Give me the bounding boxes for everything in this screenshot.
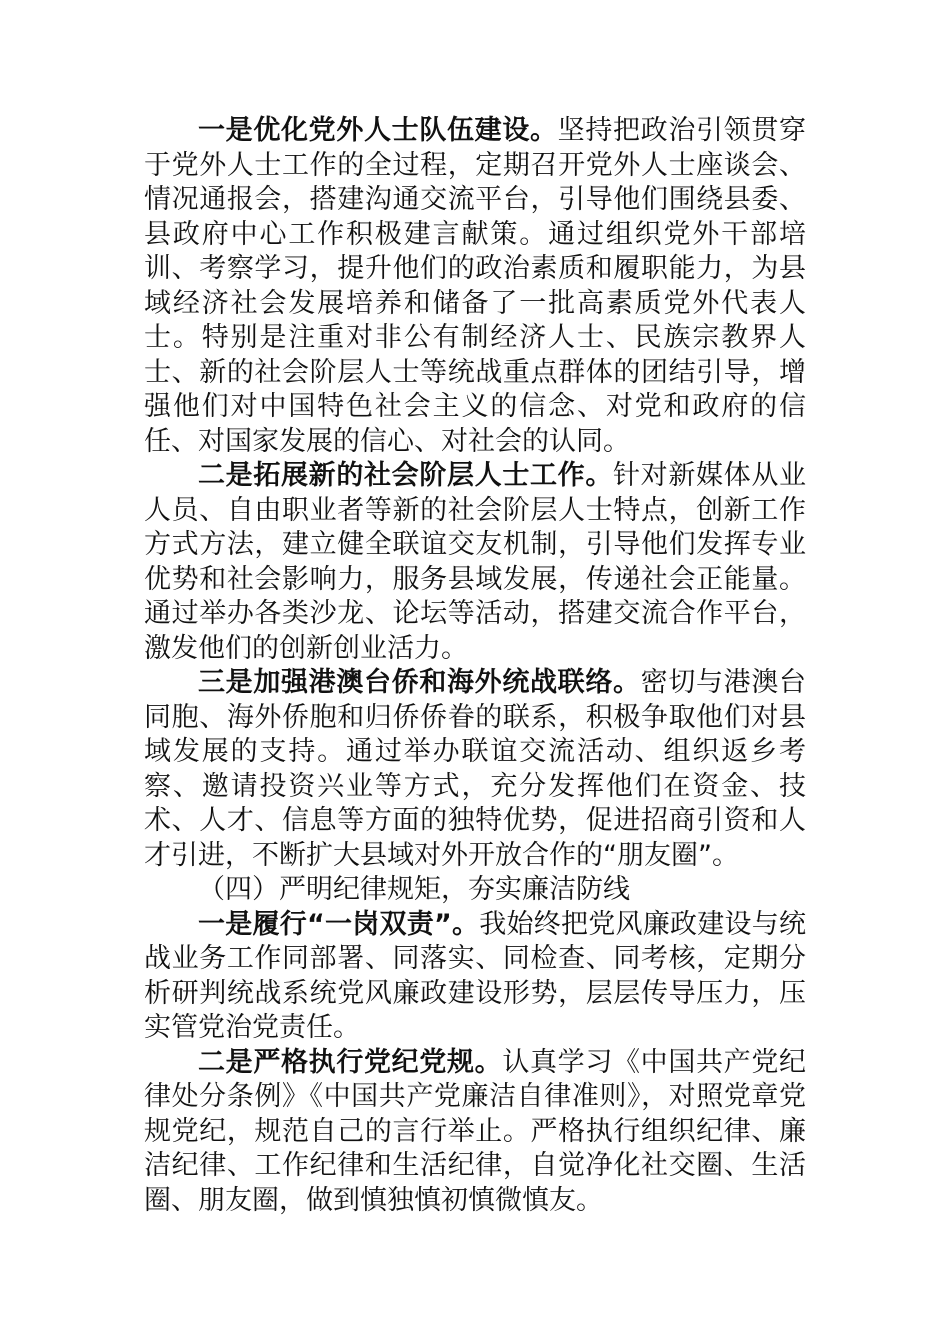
section-heading: （四）严明纪律规矩，夯实廉洁防线 xyxy=(198,874,630,905)
paragraph-team-building xyxy=(144,114,806,459)
paragraph-dual-responsibility xyxy=(144,908,806,1046)
paragraph-lead: 二是拓展新的社会阶层人士工作。 xyxy=(198,460,613,491)
paragraph-overseas-liaison xyxy=(144,666,806,873)
paragraph-text: 坚持把政治引领贯穿于党外人士工作的全过程，定期召开党外人士座谈会、情况通报会，搭建沟通交流平台，引导他们围绕县委、县政府中心工作积极建言献策。通过组织党外干部培训、考察学习，提升他们的政治素质和履职能力，为县域经济社会发展培养和储备了一批高素质党外代表人士。特别是注重对非公有制经济人士、民族宗教界人士、新的社会阶层人士等统战重点群体的团结引导，增强他们对中国特色社会主义的信念、对党和政府的信任、对国家发展的信心、对社会的认同。 xyxy=(144,115,807,457)
paragraph-text: 认真学习《中国共产党纪律处分条例》《中国共产党廉洁自律准则》，对照党章党规党纪，规范自己的言行举止。严格执行组织纪律、廉洁纪律、工作纪律和生活纪律，自觉净化社交圈、生活圈、朋友圈，做到慎独慎初慎微慎友。 xyxy=(144,1046,807,1216)
paragraph-party-discipline xyxy=(144,1046,806,1219)
paragraph-text: 针对新媒体从业人员、自由职业者等新的社会阶层人士特点，创新工作方式方法，建立健全联谊交友机制，引导他们发挥专业优势和社会影响力，服务县域发展，传递社会正能量。通过举办各类沙龙、论坛等活动，搭建交流合作平台，激发他们的创新创业活力。 xyxy=(144,460,806,664)
paragraph-lead: 一是优化党外人士队伍建设。 xyxy=(198,115,558,146)
paragraph-lead: 一是履行“一岗双责”。 xyxy=(198,908,480,940)
paragraph-text: 密切与港澳台同胞、海外侨胞和归侨侨眷的联系，积极争取他们对县域发展的支持。通过举办联谊交流活动、组织返乡考察、邀请投资兴业等方式，充分发挥他们在资金、技术、人才、信息等方面的独特优势，促进招商引资和人才引进，不断扩大县域对外开放合作的“朋友圈”。 xyxy=(144,667,807,871)
paragraph-new-social-class xyxy=(144,459,806,666)
paragraph-text: 我始终把党风廉政建设与统战业务工作同部署、同落实、同检查、同考核，定期分析研判统战系统党风廉政建设形势，层层传导压力，压实管党治党责任。 xyxy=(144,908,806,1043)
paragraph-lead: 三是加强港澳台侨和海外统战联络。 xyxy=(198,667,641,698)
document-body xyxy=(144,114,806,1218)
paragraph-lead: 二是严格执行党纪党规。 xyxy=(198,1046,503,1078)
